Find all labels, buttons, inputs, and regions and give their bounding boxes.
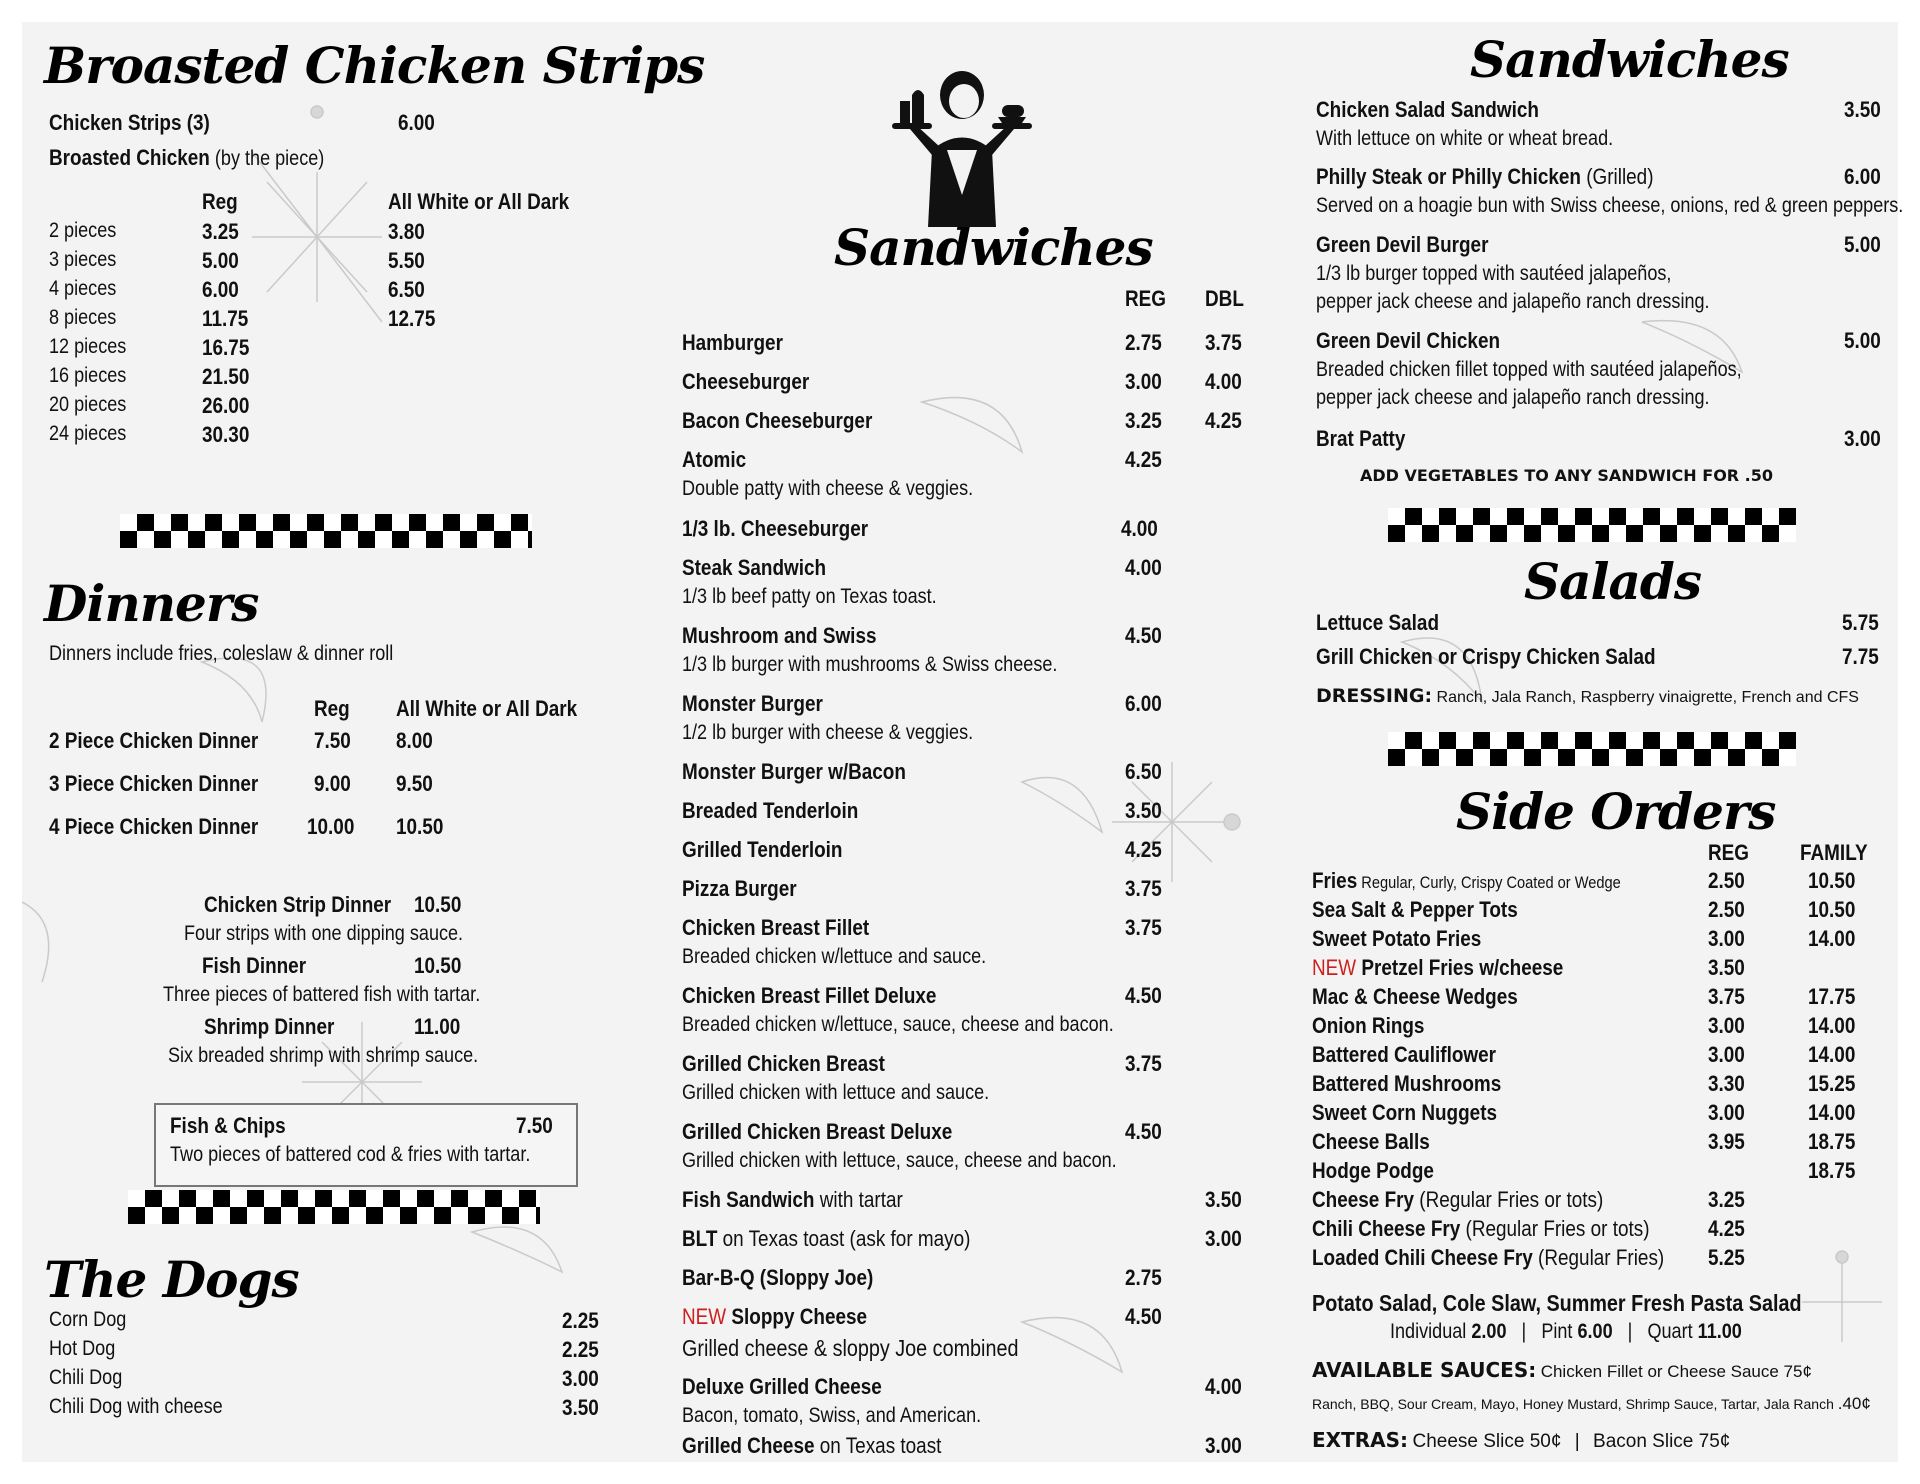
sandwich-reg: 6.00	[1125, 691, 1162, 716]
side-name: Chili Cheese Fry	[1312, 1216, 1461, 1241]
special-desc: Three pieces of battered fish with tartar.	[163, 983, 481, 1006]
special-desc: Six breaded shrimp with shrimp sauce.	[168, 1044, 479, 1067]
chicken-white: 3.80	[388, 219, 425, 244]
salad-price: 7.75	[1842, 644, 1879, 669]
checkered-border	[1388, 732, 1796, 766]
waitress-illustration	[892, 55, 1032, 227]
sandwich-name: BLT	[682, 1226, 718, 1251]
sandwich-desc: 1/3 lb beef patty on Texas toast.	[682, 585, 937, 608]
dogs-title: The Dogs	[44, 1250, 299, 1309]
rsandwich-price: 6.00	[1844, 164, 1881, 189]
chicken-reg: 30.30	[202, 422, 250, 447]
sandwich-name: Grilled Chicken Breast Deluxe	[682, 1119, 953, 1144]
side-reg: 4.25	[1708, 1216, 1745, 1241]
sandwich-name: Grilled Tenderloin	[682, 837, 843, 862]
sides-col-family: FAMILY	[1800, 840, 1868, 865]
sandwich-name: Monster Burger w/Bacon	[682, 759, 906, 784]
salads-line: Potato Salad, Cole Slaw, Summer Fresh Pasta Salad	[1312, 1290, 1802, 1316]
sandwiches-mid-title: Sandwiches	[834, 218, 1153, 277]
sandwich-name: Deluxe Grilled Cheese	[682, 1374, 882, 1399]
side-family: 17.75	[1808, 984, 1856, 1009]
quart-label: Quart	[1647, 1320, 1693, 1343]
side-name: Fries	[1312, 868, 1358, 893]
new-badge: NEW	[682, 1304, 727, 1329]
dinners-col-reg: Reg	[314, 696, 350, 721]
special-name: Fish Dinner	[202, 953, 307, 978]
dog-name: Chili Dog	[49, 1366, 123, 1389]
side-note: (Regular Fries or tots)	[1414, 1187, 1604, 1212]
extras-label: EXTRAS:	[1312, 1428, 1409, 1452]
sandwich-dbl: 4.00	[1205, 1374, 1242, 1399]
side-name: Loaded Chili Cheese Fry	[1312, 1245, 1533, 1270]
sandwich-desc: Double patty with cheese & veggies.	[682, 477, 974, 500]
chicken-pieces: 12 pieces	[49, 335, 127, 358]
sandwich-name: Chicken Breast Fillet Deluxe	[682, 983, 937, 1008]
sandwich-dbl: 3.00	[1205, 1226, 1242, 1251]
sandwich-reg: 3.50	[1125, 798, 1162, 823]
sandwich-reg: 4.00	[1125, 555, 1162, 580]
sandwich-name-line	[682, 1187, 903, 1213]
fish-chips-desc: Two pieces of battered cod & fries with tartar.	[170, 1143, 531, 1166]
side-reg: 3.00	[1708, 926, 1745, 951]
dinner-row-reg: 7.50	[314, 728, 351, 753]
dressing-label: DRESSING:	[1316, 685, 1433, 707]
dog-price: 3.00	[562, 1366, 599, 1391]
new-badge: NEW	[1312, 955, 1357, 980]
sandwich-dbl: 3.50	[1205, 1187, 1242, 1212]
dog-price: 2.25	[562, 1308, 599, 1333]
dinners-col-white: All White or All Dark	[396, 696, 578, 721]
sandwich-desc: 1/3 lb burger with mushrooms & Swiss cheese.	[682, 653, 1058, 676]
sandwich-reg: 3.25	[1125, 408, 1162, 433]
chicken-reg: 5.00	[202, 248, 239, 273]
fish-chips-price: 7.50	[516, 1113, 553, 1138]
dinner-row-white: 8.00	[396, 728, 433, 753]
sandwich-name-line	[682, 1433, 941, 1459]
dog-price: 2.25	[562, 1337, 599, 1362]
side-reg: 5.25	[1708, 1245, 1745, 1270]
side-name-line	[1312, 1187, 1603, 1213]
rsandwich-desc: pepper jack cheese and jalapeño ranch dressing.	[1316, 290, 1710, 313]
sauces-label: AVAILABLE SAUCES:	[1312, 1358, 1537, 1382]
dressing-text: Ranch, Jala Ranch, Raspberry vinaigrette, French and CFS	[1436, 689, 1859, 706]
sandwich-name: Grilled Cheese	[682, 1433, 815, 1458]
side-reg: 2.50	[1708, 868, 1745, 893]
salad-name: Lettuce Salad	[1316, 610, 1440, 635]
sandwich-reg: 3.75	[1125, 915, 1162, 940]
side-name-line	[1312, 1245, 1664, 1271]
special-name: Shrimp Dinner	[204, 1014, 335, 1039]
rsandwich-name: Philly Steak or Philly Chicken	[1316, 164, 1581, 189]
chicken-white: 12.75	[388, 306, 436, 331]
dinner-row-name: 2 Piece Chicken Dinner	[49, 728, 259, 753]
special-price: 11.00	[414, 1014, 461, 1039]
sandwich-dbl: 4.00	[1205, 369, 1242, 394]
rsandwich-price: 3.00	[1844, 426, 1881, 451]
sandwich-name-rest: on Texas toast	[814, 1433, 942, 1458]
chicken-pieces: 4 pieces	[49, 277, 117, 300]
side-name-line	[1312, 1216, 1650, 1242]
rsandwich-desc: pepper jack cheese and jalapeño ranch dressing.	[1316, 386, 1710, 409]
side-name: Hodge Podge	[1312, 1158, 1434, 1183]
sandwich-name-rest: with tartar	[814, 1187, 903, 1212]
chicken-reg: 26.00	[202, 393, 250, 418]
side-note: Regular, Curly, Crispy Coated or Wedge	[1357, 873, 1621, 892]
sauces-price2: .40¢	[1837, 1394, 1871, 1413]
broasted-line	[49, 145, 324, 171]
sandwich-name: Bacon Cheeseburger	[682, 408, 873, 433]
dinners-title: Dinners	[44, 574, 259, 633]
chicken-strips-label: Chicken Strips (3)	[49, 110, 210, 135]
side-name: Pretzel Fries w/cheese	[1361, 955, 1564, 980]
dinners-intro: Dinners include fries, coleslaw & dinner roll	[49, 642, 394, 665]
sauces-text1: Chicken Fillet or Cheese Sauce 75¢	[1540, 1362, 1812, 1381]
rsandwich-desc: With lettuce on white or wheat bread.	[1316, 127, 1614, 150]
checkered-border	[128, 1190, 540, 1224]
rsandwich-desc: Breaded chicken fillet topped with sautéed jalapeños,	[1316, 358, 1742, 381]
sauces-text2: Ranch, BBQ, Sour Cream, Mayo, Honey Mustard, Shrimp Sauce, Tartar, Jala Ranch	[1312, 1396, 1834, 1412]
sauces-line-2	[1312, 1394, 1871, 1414]
sandwich-reg: 3.75	[1125, 876, 1162, 901]
rsandwich-name: Brat Patty	[1316, 426, 1406, 451]
sandwich-name-line	[682, 1304, 867, 1330]
sandwich-reg: 2.75	[1125, 1265, 1162, 1290]
dinner-row-reg: 10.00	[307, 814, 355, 839]
sandwich-dbl: 4.25	[1205, 408, 1242, 433]
sandwich-desc: Breaded chicken w/lettuce and sauce.	[682, 945, 987, 968]
side-name: Cheese Balls	[1312, 1129, 1430, 1154]
dressing-line	[1316, 685, 1859, 707]
sandwich-desc: 1/2 lb burger with cheese & veggies.	[682, 721, 974, 744]
extras-cheese: Cheese Slice 50¢	[1412, 1431, 1562, 1452]
broasted-label: Broasted Chicken	[49, 145, 210, 170]
side-reg: 3.00	[1708, 1100, 1745, 1125]
dinner-row-reg: 9.00	[314, 771, 351, 796]
side-family: 14.00	[1808, 926, 1856, 951]
sandwich-name: Chicken Breast Fillet	[682, 915, 870, 940]
sandwich-reg: 2.75	[1125, 330, 1162, 355]
extras-bacon: Bacon Slice 75¢	[1593, 1431, 1731, 1452]
sandwich-reg: 4.25	[1125, 447, 1162, 472]
salad-name: Grill Chicken or Crispy Chicken Salad	[1316, 644, 1656, 669]
sandwich-name: Grilled Chicken Breast	[682, 1051, 885, 1076]
side-family: 18.75	[1808, 1158, 1856, 1183]
sandwich-name: Bar-B-Q (Sloppy Joe)	[682, 1265, 874, 1290]
sandwich-name: Fish Sandwich	[682, 1187, 815, 1212]
sides-col-reg: REG	[1708, 840, 1750, 865]
sandwich-desc: Breaded chicken w/lettuce, sauce, cheese and bacon.	[682, 1013, 1114, 1036]
dinner-row-name: 3 Piece Chicken Dinner	[49, 771, 259, 796]
sauces-line	[1312, 1358, 1812, 1382]
rsandwich-name: Green Devil Burger	[1316, 232, 1489, 257]
separator: |	[1574, 1431, 1580, 1452]
rsandwich-name: Green Devil Chicken	[1316, 328, 1501, 353]
dog-price: 3.50	[562, 1395, 599, 1420]
sandwich-name: Atomic	[682, 447, 747, 472]
sandwich-reg: 4.00	[1121, 516, 1158, 541]
rsandwich-name-line	[1316, 164, 1654, 190]
side-name-line	[1312, 955, 1563, 981]
side-name: Sweet Corn Nuggets	[1312, 1100, 1498, 1125]
sandwiches-col-reg: REG	[1125, 286, 1167, 311]
chicken-reg: 16.75	[202, 335, 250, 360]
sandwich-name: Cheeseburger	[682, 369, 810, 394]
sandwich-dbl: 3.75	[1205, 330, 1242, 355]
salads-title: Salads	[1524, 552, 1702, 611]
add-vegetables-note: ADD VEGETABLES TO ANY SANDWICH FOR .50	[1360, 466, 1774, 485]
sandwich-reg: 4.25	[1125, 837, 1162, 862]
sandwich-name: 1/3 lb. Cheeseburger	[682, 516, 869, 541]
sandwich-name: Mushroom and Swiss	[682, 623, 877, 648]
chicken-col-white: All White or All Dark	[388, 189, 570, 214]
checkered-border	[1388, 508, 1796, 542]
pint-label: Pint	[1541, 1320, 1573, 1343]
chicken-pieces: 24 pieces	[49, 422, 127, 445]
side-family: 14.00	[1808, 1013, 1856, 1038]
side-name-line	[1312, 868, 1621, 894]
side-name: Cheese Fry	[1312, 1187, 1415, 1212]
special-price: 10.50	[414, 892, 462, 917]
side-name: Sweet Potato Fries	[1312, 926, 1482, 951]
rsandwich-note: (Grilled)	[1580, 164, 1654, 189]
sandwich-name: Monster Burger	[682, 691, 823, 716]
chicken-reg: 11.75	[202, 306, 249, 331]
side-name: Battered Mushrooms	[1312, 1071, 1502, 1096]
side-reg: 3.00	[1708, 1013, 1745, 1038]
chicken-title: Broasted Chicken Strips	[44, 36, 705, 95]
dog-name: Corn Dog	[49, 1308, 127, 1331]
chicken-strips-price: 6.00	[398, 110, 435, 135]
sandwich-name: Steak Sandwich	[682, 555, 827, 580]
side-reg: 3.95	[1708, 1129, 1745, 1154]
fish-chips-name: Fish & Chips	[170, 1113, 286, 1138]
side-note: (Regular Fries)	[1532, 1245, 1665, 1270]
sandwiches-col-dbl: DBL	[1205, 286, 1244, 311]
salad-sizes	[1390, 1320, 1742, 1344]
sandwich-name: Pizza Burger	[682, 876, 797, 901]
chicken-reg: 6.00	[202, 277, 239, 302]
rsandwich-name: Chicken Salad Sandwich	[1316, 97, 1539, 122]
pint-price: 6.00	[1577, 1320, 1613, 1343]
menu-sheet	[22, 22, 1904, 1462]
sandwich-reg: 4.50	[1125, 623, 1162, 648]
fish-chips-box	[154, 1103, 578, 1187]
chicken-pieces: 8 pieces	[49, 306, 117, 329]
broasted-note: (by the piece)	[214, 147, 325, 170]
chicken-white: 6.50	[388, 277, 425, 302]
sandwich-reg: 4.50	[1125, 983, 1162, 1008]
individual-label: Individual	[1390, 1320, 1467, 1343]
side-family: 18.75	[1808, 1129, 1856, 1154]
dinner-row-name: 4 Piece Chicken Dinner	[49, 814, 259, 839]
separator: |	[1521, 1320, 1527, 1343]
side-reg: 3.25	[1708, 1187, 1745, 1212]
side-family: 10.50	[1808, 868, 1856, 893]
quart-price: 11.00	[1697, 1320, 1742, 1343]
rsandwich-price: 3.50	[1844, 97, 1881, 122]
chicken-pieces: 16 pieces	[49, 364, 127, 387]
sandwich-reg: 4.50	[1125, 1119, 1162, 1144]
sandwich-reg: 3.00	[1125, 369, 1162, 394]
sandwich-desc: Grilled chicken with lettuce, sauce, cheese and bacon.	[682, 1149, 1117, 1172]
dinner-row-white: 10.50	[396, 814, 444, 839]
sides-title: Side Orders	[1456, 782, 1776, 841]
side-reg: 3.50	[1708, 955, 1745, 980]
sandwich-desc: Grilled cheese & sloppy Joe combined	[682, 1335, 1019, 1361]
side-reg: 2.50	[1708, 897, 1745, 922]
extras-line	[1312, 1428, 1730, 1453]
chicken-white: 5.50	[388, 248, 425, 273]
sandwich-name: Sloppy Cheese	[731, 1304, 868, 1329]
salad-price: 5.75	[1842, 610, 1879, 635]
special-name: Chicken Strip Dinner	[204, 892, 392, 917]
sandwich-reg: 3.75	[1125, 1051, 1162, 1076]
sandwich-name: Hamburger	[682, 330, 783, 355]
dog-name: Hot Dog	[49, 1337, 116, 1360]
rsandwich-price: 5.00	[1844, 328, 1881, 353]
chicken-reg: 3.25	[202, 219, 239, 244]
chicken-pieces: 2 pieces	[49, 219, 117, 242]
side-reg: 3.00	[1708, 1042, 1745, 1067]
side-name: Onion Rings	[1312, 1013, 1425, 1038]
side-family: 15.25	[1808, 1071, 1856, 1096]
chicken-reg: 21.50	[202, 364, 250, 389]
dog-name: Chili Dog with cheese	[49, 1395, 223, 1418]
chicken-pieces: 3 pieces	[49, 248, 117, 271]
side-note: (Regular Fries or tots)	[1460, 1216, 1650, 1241]
special-price: 10.50	[414, 953, 462, 978]
sandwich-desc: Bacon, tomato, Swiss, and American.	[682, 1404, 982, 1427]
sandwich-desc: Grilled chicken with lettuce and sauce.	[682, 1081, 990, 1104]
sandwich-name-rest: on Texas toast (ask for mayo)	[717, 1226, 971, 1251]
side-family: 14.00	[1808, 1100, 1856, 1125]
checkered-border	[120, 514, 532, 548]
sandwich-dbl: 3.00	[1205, 1433, 1242, 1458]
side-family: 14.00	[1808, 1042, 1856, 1067]
separator: |	[1627, 1320, 1633, 1343]
side-family: 10.50	[1808, 897, 1856, 922]
side-reg: 3.30	[1708, 1071, 1745, 1096]
individual-price: 2.00	[1471, 1320, 1507, 1343]
sandwich-name-line	[682, 1226, 970, 1252]
chicken-pieces: 20 pieces	[49, 393, 127, 416]
side-name: Battered Cauliflower	[1312, 1042, 1496, 1067]
rsandwich-price: 5.00	[1844, 232, 1881, 257]
sandwiches-right-title: Sandwiches	[1470, 30, 1789, 89]
sandwich-reg: 6.50	[1125, 759, 1162, 784]
side-reg: 3.75	[1708, 984, 1745, 1009]
side-name: Mac & Cheese Wedges	[1312, 984, 1518, 1009]
rsandwich-desc: 1/3 lb burger topped with sautéed jalapeños,	[1316, 262, 1672, 285]
rsandwich-desc: Served on a hoagie bun with Swiss cheese, onions, red & green peppers.	[1316, 194, 1904, 217]
sandwich-name: Breaded Tenderloin	[682, 798, 859, 823]
dinner-row-white: 9.50	[396, 771, 433, 796]
chicken-col-reg: Reg	[202, 189, 238, 214]
special-desc: Four strips with one dipping sauce.	[184, 922, 464, 945]
side-name: Sea Salt & Pepper Tots	[1312, 897, 1518, 922]
sandwich-reg: 4.50	[1125, 1304, 1162, 1329]
